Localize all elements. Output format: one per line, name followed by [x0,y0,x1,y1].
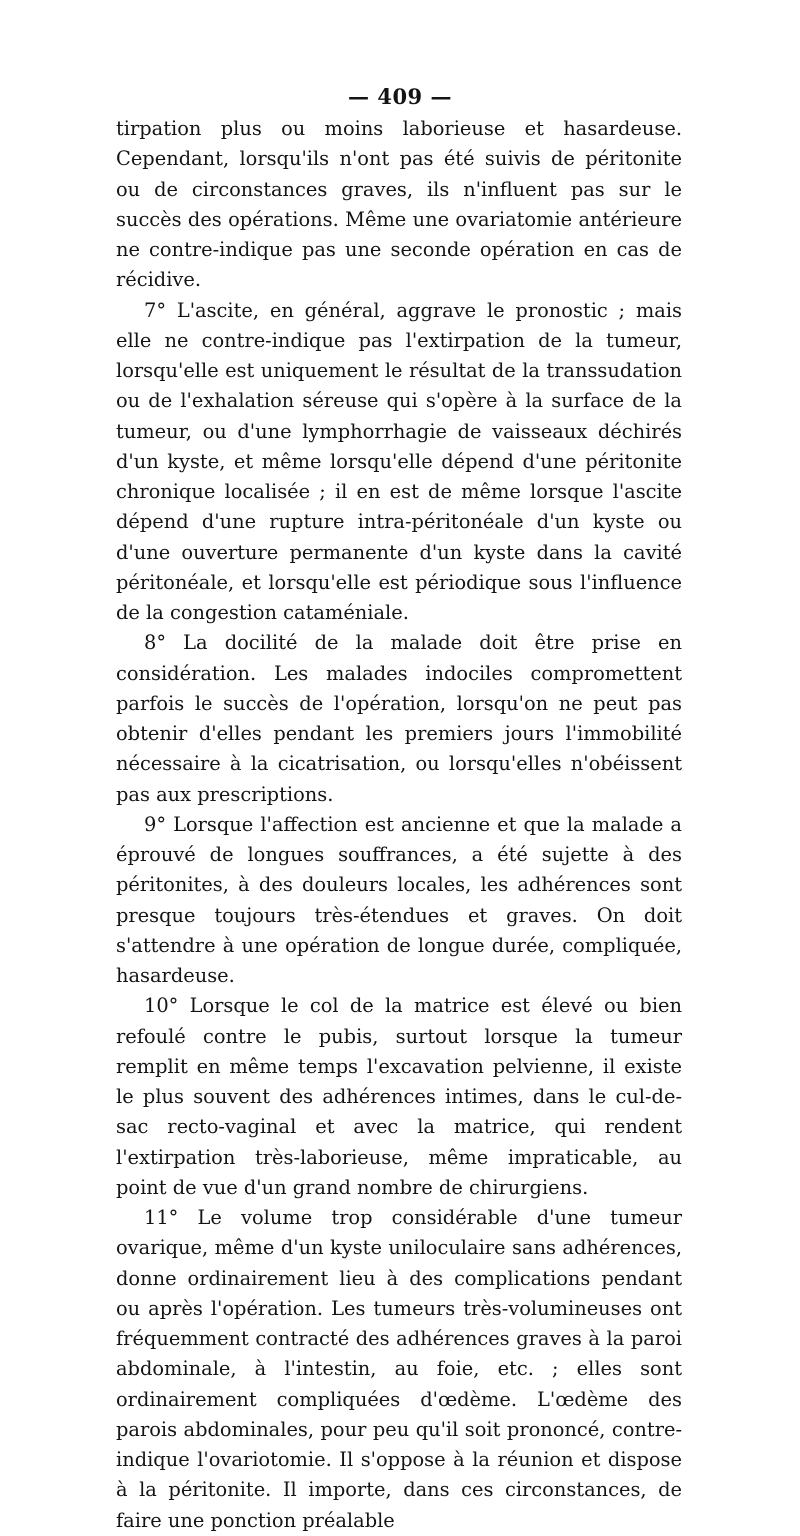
paragraph-item-8: 8° La docilité de la malade doit être prise en considération. Les malades indociles compromettent parfois le succès de l'opération, lorsqu'on ne peut pas obtenir d'elles pendant les premiers jours l'immobilité nécessaire à la cicatrisation, ou lorsqu'elles n'obéissent pas aux prescriptions. [116,631,682,806]
paragraph-item-9: 9° Lorsque l'affection est ancienne et que la malade a éprouvé de longues souffrances, a été sujette à des péritonites, à des douleurs locales, les adhérences sont presque toujours très-étendues et graves. On doit s'attendre à une opération de longue durée, compliquée, hasardeuse. [116,812,682,987]
paragraph-item-10: 10° Lorsque le col de la matrice est élevé ou bien refoulé contre le pubis, surtout lorsque la tumeur remplit en même temps l'excavation pelvienne, il existe le plus souvent des adhérences intimes, dans le cul-de-sac recto-vaginal et avec la matrice, qui rendent l'extirpation très-laborieuse, même impraticable, au point de vue d'un grand nombre de chirurgiens. [116,994,682,1199]
paragraph-item-7: 7° L'ascite, en général, aggrave le pronostic ; mais elle ne contre-indique pas l'extirpation de la tumeur, lorsqu'elle est uniquement le résultat de la transsudation ou de l'exhalation séreuse qui s'opère à la surface de la tumeur, ou d'une lymphorrhagie de vaisseaux déchirés d'un kyste, et même lorsqu'elle dépend d'une péritonite chronique localisée ; il en est de même lorsque l'ascite dépend d'une rupture intra-péritonéale d'un kyste ou d'une ouverture permanente d'un kyste dans la cavité péritonéale, et lorsqu'elle est périodique sous l'influence de la congestion cataméniale. [116,298,682,624]
paragraph-item-11: 11° Le volume trop considérable d'une tumeur ovarique, même d'un kyste uniloculaire sans adhérences, donne ordinairement lieu à des complications pendant ou après l'opération. Les tumeurs très-volumineuses ont fréquemment contracté des adhérences graves à la paroi abdominale, à l'intestin, au foie, etc. ; elles sont ordinairement compliquées d'œdème. L'œdème des parois abdominales, pour peu qu'il soit prononcé, contre-indique l'ovariotomie. Il s'oppose à la réunion et dispose à la péritonite. Il importe, dans ces circonstances, de faire une ponction préalable [116,1206,682,1532]
page-number: — 409 — [348,84,452,109]
paragraph-continuation: tirpation plus ou moins laborieuse et hasardeuse. Cependant, lorsqu'ils n'ont pas été suivis de péritonite ou de circonstances graves, ils n'influent pas sur le succès des opérations. Même une ovariatomie antérieure ne contre-indique pas une seconde opération en cas de récidive. [116,117,682,292]
text-body [116,114,682,1536]
